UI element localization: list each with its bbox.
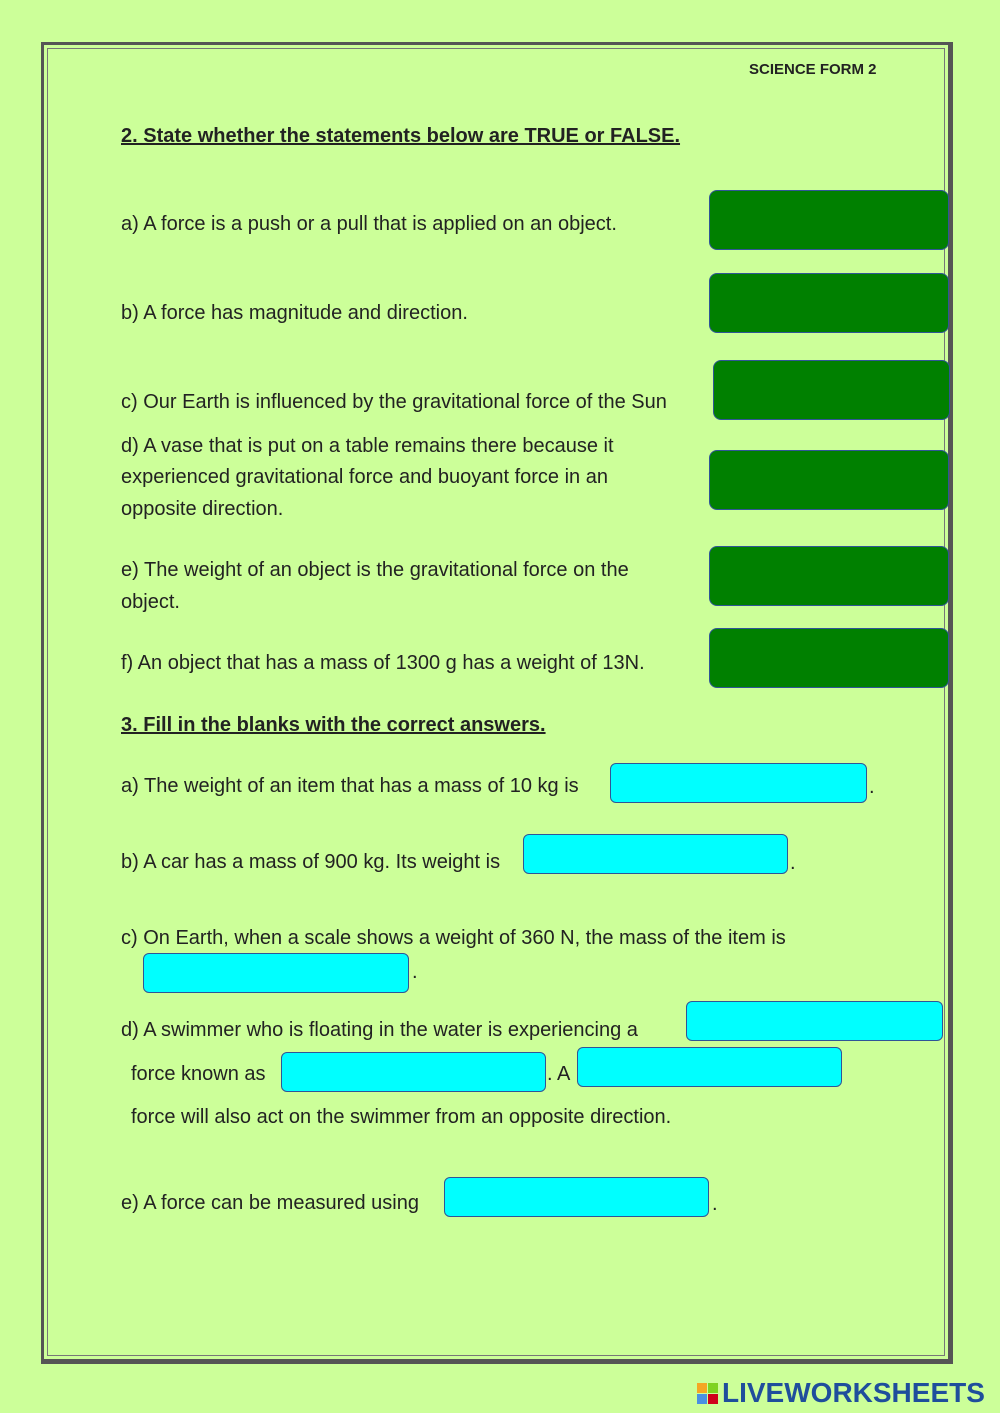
statement-e-line2: object. [121, 591, 180, 613]
blank-b-period: . [790, 852, 796, 874]
statement-c: c) Our Earth is influenced by the gravitational force of the Sun [121, 391, 667, 413]
blank-e-input[interactable] [444, 1177, 709, 1217]
blank-a-input[interactable] [610, 763, 867, 803]
blank-e-text: e) A force can be measured using [121, 1192, 419, 1214]
true-false-box-b[interactable] [709, 273, 949, 333]
blank-e-period: . [712, 1193, 718, 1215]
blank-b-input[interactable] [523, 834, 788, 874]
worksheet-header: SCIENCE FORM 2 [749, 61, 877, 78]
statement-d-line2: experienced gravitational force and buoyant force in an [121, 466, 608, 488]
blank-b-text: b) A car has a mass of 900 kg. Its weight is [121, 851, 501, 873]
true-false-box-c[interactable] [713, 360, 950, 420]
section3-heading: 3. Fill in the blanks with the correct answers. [121, 714, 546, 736]
true-false-box-a[interactable] [709, 190, 949, 250]
statement-d-line3: opposite direction. [121, 498, 284, 520]
statement-e-line1: e) The weight of an object is the gravitational force on the [121, 559, 629, 581]
blank-d-line3: force will also act on the swimmer from an opposite direction. [131, 1106, 672, 1128]
section2-heading: 2. State whether the statements below are TRUE or FALSE. [121, 125, 681, 147]
blank-d-input-3[interactable] [577, 1047, 842, 1087]
true-false-box-d[interactable] [709, 450, 949, 510]
statement-a: a) A force is a push or a pull that is applied on an object. [121, 213, 617, 235]
true-false-box-e[interactable] [709, 546, 949, 606]
statement-b: b) A force has magnitude and direction. [121, 302, 468, 324]
liveworksheets-logo-icon [697, 1383, 718, 1404]
liveworksheets-logo [697, 1378, 985, 1408]
blank-a-period: . [869, 776, 875, 798]
blank-c-input[interactable] [143, 953, 409, 993]
blank-d-line1: d) A swimmer who is floating in the water is experiencing a [121, 1019, 638, 1041]
statement-d-line1: d) A vase that is put on a table remains there because it [121, 435, 614, 457]
statement-f: f) An object that has a mass of 1300 g has a weight of 13N. [121, 652, 645, 674]
liveworksheets-brand-text: LIVEWORKSHEETS [722, 1377, 985, 1408]
blank-c-text: c) On Earth, when a scale shows a weight of 360 N, the mass of the item is [121, 927, 786, 949]
blank-c-period: . [412, 961, 418, 983]
blank-a-text: a) The weight of an item that has a mass of 10 kg is [121, 775, 579, 797]
blank-d-input-1[interactable] [686, 1001, 943, 1041]
blank-d-input-2[interactable] [281, 1052, 546, 1092]
blank-d-line2-start: force known as [131, 1063, 266, 1085]
true-false-box-f[interactable] [709, 628, 949, 688]
blank-d-line2-mid: . A [547, 1063, 571, 1085]
